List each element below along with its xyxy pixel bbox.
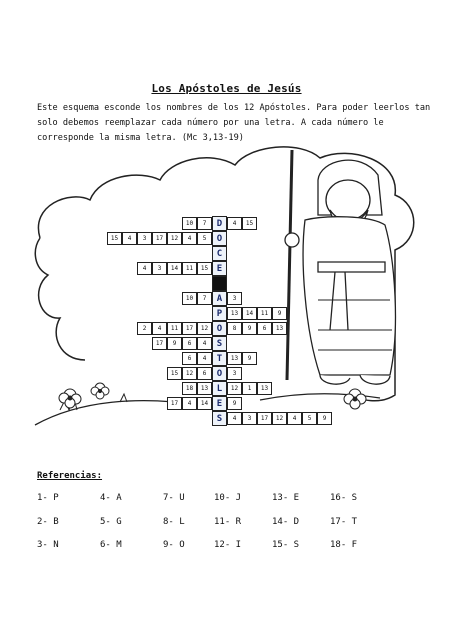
crossword-number-cell: 5 bbox=[197, 232, 212, 245]
crossword-number-cell: 4 bbox=[152, 322, 167, 335]
crossword-number-cell: 9 bbox=[167, 337, 182, 350]
crossword-number-cell: 3 bbox=[152, 262, 167, 275]
crossword-number-cell: 13 bbox=[272, 322, 287, 335]
crossword-number-cell: 13 bbox=[257, 382, 272, 395]
vertical-letter-cell: D bbox=[212, 216, 227, 231]
crossword-number-cell: 17 bbox=[182, 322, 197, 335]
reference-item: 9- O bbox=[163, 540, 185, 550]
vertical-letter-cell: O bbox=[212, 366, 227, 381]
crossword-number-cell: 3 bbox=[242, 412, 257, 425]
crossword-number-cell: 4 bbox=[287, 412, 302, 425]
crossword-number-cell: 3 bbox=[137, 232, 152, 245]
crossword-number-cell: 4 bbox=[227, 217, 242, 230]
references-title: Referencias: bbox=[37, 471, 103, 481]
crossword-number-cell: 12 bbox=[167, 232, 182, 245]
crossword-number-cell: 12 bbox=[197, 322, 212, 335]
crossword-number-cell: 11 bbox=[182, 262, 197, 275]
crossword-number-cell: 9 bbox=[317, 412, 332, 425]
crossword-number-cell: 3 bbox=[227, 292, 242, 305]
crossword-number-cell: 11 bbox=[167, 322, 182, 335]
crossword-number-cell: 6 bbox=[257, 322, 272, 335]
crossword-number-cell: 9 bbox=[272, 307, 287, 320]
reference-item: 15- S bbox=[272, 540, 300, 550]
crossword-number-cell: 15 bbox=[242, 217, 257, 230]
vertical-letter-cell: E bbox=[212, 261, 227, 276]
reference-item: 6- M bbox=[100, 540, 122, 550]
crossword-number-cell: 14 bbox=[242, 307, 257, 320]
instructions-text: Este esquema esconde los nombres de los 12 Apóstoles. Para poder leerlos tan solo debemos reemplazar cada número por una letra. A cada número le corresponde la misma letra. (Mc 3,13-19) bbox=[37, 103, 431, 143]
crossword-number-cell: 15 bbox=[167, 367, 182, 380]
crossword-number-cell: 12 bbox=[182, 367, 197, 380]
crossword-number-cell: 6 bbox=[182, 337, 197, 350]
crossword-number-cell: 7 bbox=[197, 292, 212, 305]
crossword-number-cell: 4 bbox=[137, 262, 152, 275]
vertical-letter-cell: L bbox=[212, 381, 227, 396]
reference-item: 8- L bbox=[163, 517, 185, 527]
crossword-number-cell: 13 bbox=[197, 382, 212, 395]
crossword-number-cell: 12 bbox=[272, 412, 287, 425]
crossword-number-cell: 4 bbox=[182, 397, 197, 410]
crossword-number-cell: 4 bbox=[197, 352, 212, 365]
crossword-number-cell: 10 bbox=[182, 217, 197, 230]
crossword-number-cell: 7 bbox=[197, 217, 212, 230]
crossword-number-cell: 2 bbox=[137, 322, 152, 335]
crossword-number-cell: 9 bbox=[242, 352, 257, 365]
crossword-black-cell bbox=[212, 276, 227, 291]
reference-item: 16- S bbox=[330, 493, 358, 503]
apostle-figure bbox=[285, 150, 395, 384]
crossword-number-cell: 5 bbox=[302, 412, 317, 425]
reference-item: 3- N bbox=[37, 540, 59, 550]
crossword-number-cell: 10 bbox=[182, 292, 197, 305]
reference-item: 11- R bbox=[214, 517, 242, 527]
crossword-number-cell: 17 bbox=[257, 412, 272, 425]
reference-item: 1- P bbox=[37, 493, 59, 503]
crossword-number-cell: 9 bbox=[227, 397, 242, 410]
crossword-number-cell: 18 bbox=[182, 382, 197, 395]
crossword-number-cell: 4 bbox=[197, 337, 212, 350]
crossword-number-cell: 8 bbox=[227, 322, 242, 335]
crossword-number-cell: 15 bbox=[197, 262, 212, 275]
vertical-letter-cell: E bbox=[212, 396, 227, 411]
vertical-letter-cell: S bbox=[212, 336, 227, 351]
crossword-number-cell: 9 bbox=[242, 322, 257, 335]
reference-item: 2- B bbox=[37, 517, 59, 527]
crossword-number-cell: 6 bbox=[197, 367, 212, 380]
vertical-letter-cell: O bbox=[212, 321, 227, 336]
vertical-letter-cell: P bbox=[212, 306, 227, 321]
reference-item: 12- I bbox=[214, 540, 242, 550]
crossword-number-cell: 17 bbox=[167, 397, 182, 410]
crossword-number-cell: 12 bbox=[227, 382, 242, 395]
crossword-number-cell: 13 bbox=[227, 352, 242, 365]
vertical-letter-cell: A bbox=[212, 291, 227, 306]
crossword-number-cell: 4 bbox=[182, 232, 197, 245]
crossword-number-cell: 17 bbox=[152, 337, 167, 350]
reference-item: 18- F bbox=[330, 540, 358, 550]
crossword-number-cell: 14 bbox=[167, 262, 182, 275]
crossword-number-cell: 15 bbox=[107, 232, 122, 245]
crossword-number-cell: 13 bbox=[227, 307, 242, 320]
crossword-number-cell: 3 bbox=[227, 367, 242, 380]
vertical-letter-cell: C bbox=[212, 246, 227, 261]
reference-item: 10- J bbox=[214, 493, 242, 503]
reference-item: 13- E bbox=[272, 493, 300, 503]
crossword-number-cell: 6 bbox=[182, 352, 197, 365]
crossword-number-cell: 4 bbox=[227, 412, 242, 425]
reference-item: 7- U bbox=[163, 493, 185, 503]
crossword-number-cell: 1 bbox=[242, 382, 257, 395]
crossword-number-cell: 17 bbox=[152, 232, 167, 245]
reference-item: 5- G bbox=[100, 517, 122, 527]
crossword-number-cell: 4 bbox=[122, 232, 137, 245]
page-title: Los Apóstoles de Jesús bbox=[151, 82, 302, 95]
vertical-letter-cell: T bbox=[212, 351, 227, 366]
reference-item: 4- A bbox=[100, 493, 122, 503]
crossword-number-cell: 11 bbox=[257, 307, 272, 320]
vertical-letter-cell: O bbox=[212, 231, 227, 246]
crossword-number-cell: 14 bbox=[197, 397, 212, 410]
vertical-letter-cell: S bbox=[212, 411, 227, 426]
reference-item: 14- D bbox=[272, 517, 300, 527]
reference-item: 17- T bbox=[330, 517, 358, 527]
